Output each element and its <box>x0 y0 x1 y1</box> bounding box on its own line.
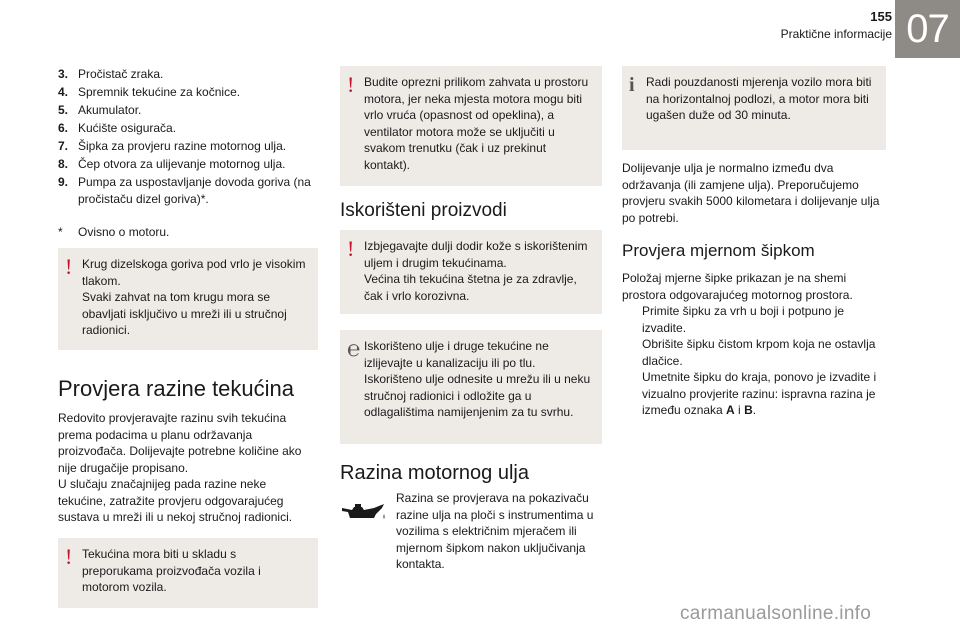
section-title: Praktične informacije <box>780 27 892 41</box>
warning-box-fluids <box>58 538 318 608</box>
chapter-tab: 07 <box>895 0 960 58</box>
info-box-oil <box>622 66 886 150</box>
recycle-leaf-icon: ℮ <box>347 336 361 361</box>
warning-icon: ! <box>65 254 73 279</box>
eco-text: Iskorišteno ulje i druge tekućine ne izlijevajte u kanalizaciju ili po tlu. Iskorišteno ulje odnesite u mrežu ili u neku stručnoj radionici i odložite ga u odlagalištima namijenjenim za tu svrhu. <box>364 339 591 419</box>
page-number: 155 <box>870 9 892 24</box>
bullet-icon <box>622 303 642 336</box>
list-item: 7. Šipka za provjeru razine motornog ulja. <box>58 139 287 153</box>
fluids-heading: Provjera razine tekućina <box>58 376 295 401</box>
list-item: Obrišite šipku čistom krpom koja ne ostavlja dlačice. <box>622 336 884 369</box>
dipstick-steps <box>622 303 884 419</box>
list-item: 8. Čep otvora za ulijevanje motornog ulja. <box>58 157 286 171</box>
warning-text: Krug dizelskoga goriva pod vrlo je visokim tlakom. Svaki zahvat na tom krugu mora se obavljati isključivo u mreži ili u stručnoj radionici. <box>82 257 306 337</box>
mark-b: B <box>744 403 753 417</box>
footnote-mark: * <box>58 225 63 239</box>
warning-box-fuel <box>58 248 318 350</box>
oil-level-heading: Razina motornog ulja <box>340 462 529 484</box>
topup-paragraph: Dolijevanje ulja je normalno između dva održavanja (ili zamjene ulja). Preporučujemo provjeru svakih 5000 kilometara i dolijevanje ulja po potrebi. <box>622 161 880 225</box>
footnote <box>58 224 169 241</box>
info-text: Radi pouzdanosti mjerenja vozilo mora biti na horizontalnoj podlozi, a motor mora biti ugašen duže od 30 minuta. <box>646 75 872 122</box>
list-item: Primite šipku za vrh u boji i potpuno je izvadite. <box>622 303 884 336</box>
eco-box-used <box>340 330 602 444</box>
watermark: carmanualsonline.info <box>680 603 872 624</box>
warning-text: Budite oprezni prilikom zahvata u prostoru motora, jer neka mjesta motora mogu biti vrlo vruća (opasnost od opeklina), a ventilator motora može se uključiti u svakom trenutku (čak i uz prekinut kontakt). <box>364 75 589 172</box>
warning-box-used <box>340 230 602 314</box>
dipstick-intro: Položaj mjerne šipke prikazan je na shemi prostora odgovarajućeg motornog prostora. <box>622 271 853 302</box>
footnote-text: Ovisno o motoru. <box>78 225 170 239</box>
parts-list <box>58 66 320 209</box>
list-item: Umetnite šipku do kraja, ponovo je izvadite i vizualno provjerite razinu: ispravna razina je između oznaka A i B. <box>622 369 884 419</box>
oil-can-icon <box>340 500 386 524</box>
fluids-paragraph: Redovito provjeravajte razinu svih tekućina prema podacima u planu održavanja proizvođača. Dolijevajte potrebne količine ako nije drugačije propisano. U slučaju značajnijeg pada razine neke tekućine, zatražite provjeru odgovarajućeg sustava u mreži ili u nekoj stručnoj radionici. <box>58 411 302 524</box>
list-item: 5. Akumulator. <box>58 103 142 117</box>
list-item: 4. Spremnik tekućine za kočnice. <box>58 85 241 99</box>
used-products-heading: Iskorišteni proizvodi <box>340 200 507 221</box>
warning-icon: ! <box>347 236 355 261</box>
oil-paragraph: Razina se provjerava na pokazivaču razine ulja na ploči s instrumentima u vozilima s električnim mjeračem ili mjernom šipkom nakon uključivanja kontakta. <box>396 491 594 571</box>
info-icon: i <box>629 74 635 96</box>
list-item: 6. Kućište osigurača. <box>58 121 177 135</box>
warning-box-hot <box>340 66 602 186</box>
list-item: 3. Pročistač zraka. <box>58 67 164 81</box>
mark-a: A <box>726 403 735 417</box>
warning-text: Tekućina mora biti u skladu s preporukama proizvođača vozila i motorom vozila. <box>82 547 261 594</box>
bullet-icon <box>622 336 642 369</box>
list-item: 9. Pumpa za uspostavljanje dovoda goriva (na pročistaču dizel goriva)*. <box>58 175 311 206</box>
warning-icon: ! <box>65 544 73 569</box>
warning-text: Izbjegavajte dulji dodir kože s iskorištenim uljem i drugim tekućinama. Većina tih tekućina štetna je za zdravlje, čak i vrlo korozivna. <box>364 239 588 303</box>
warning-icon: ! <box>347 72 355 97</box>
bullet-icon <box>622 369 642 419</box>
dipstick-heading: Provjera mjernom šipkom <box>622 241 815 260</box>
